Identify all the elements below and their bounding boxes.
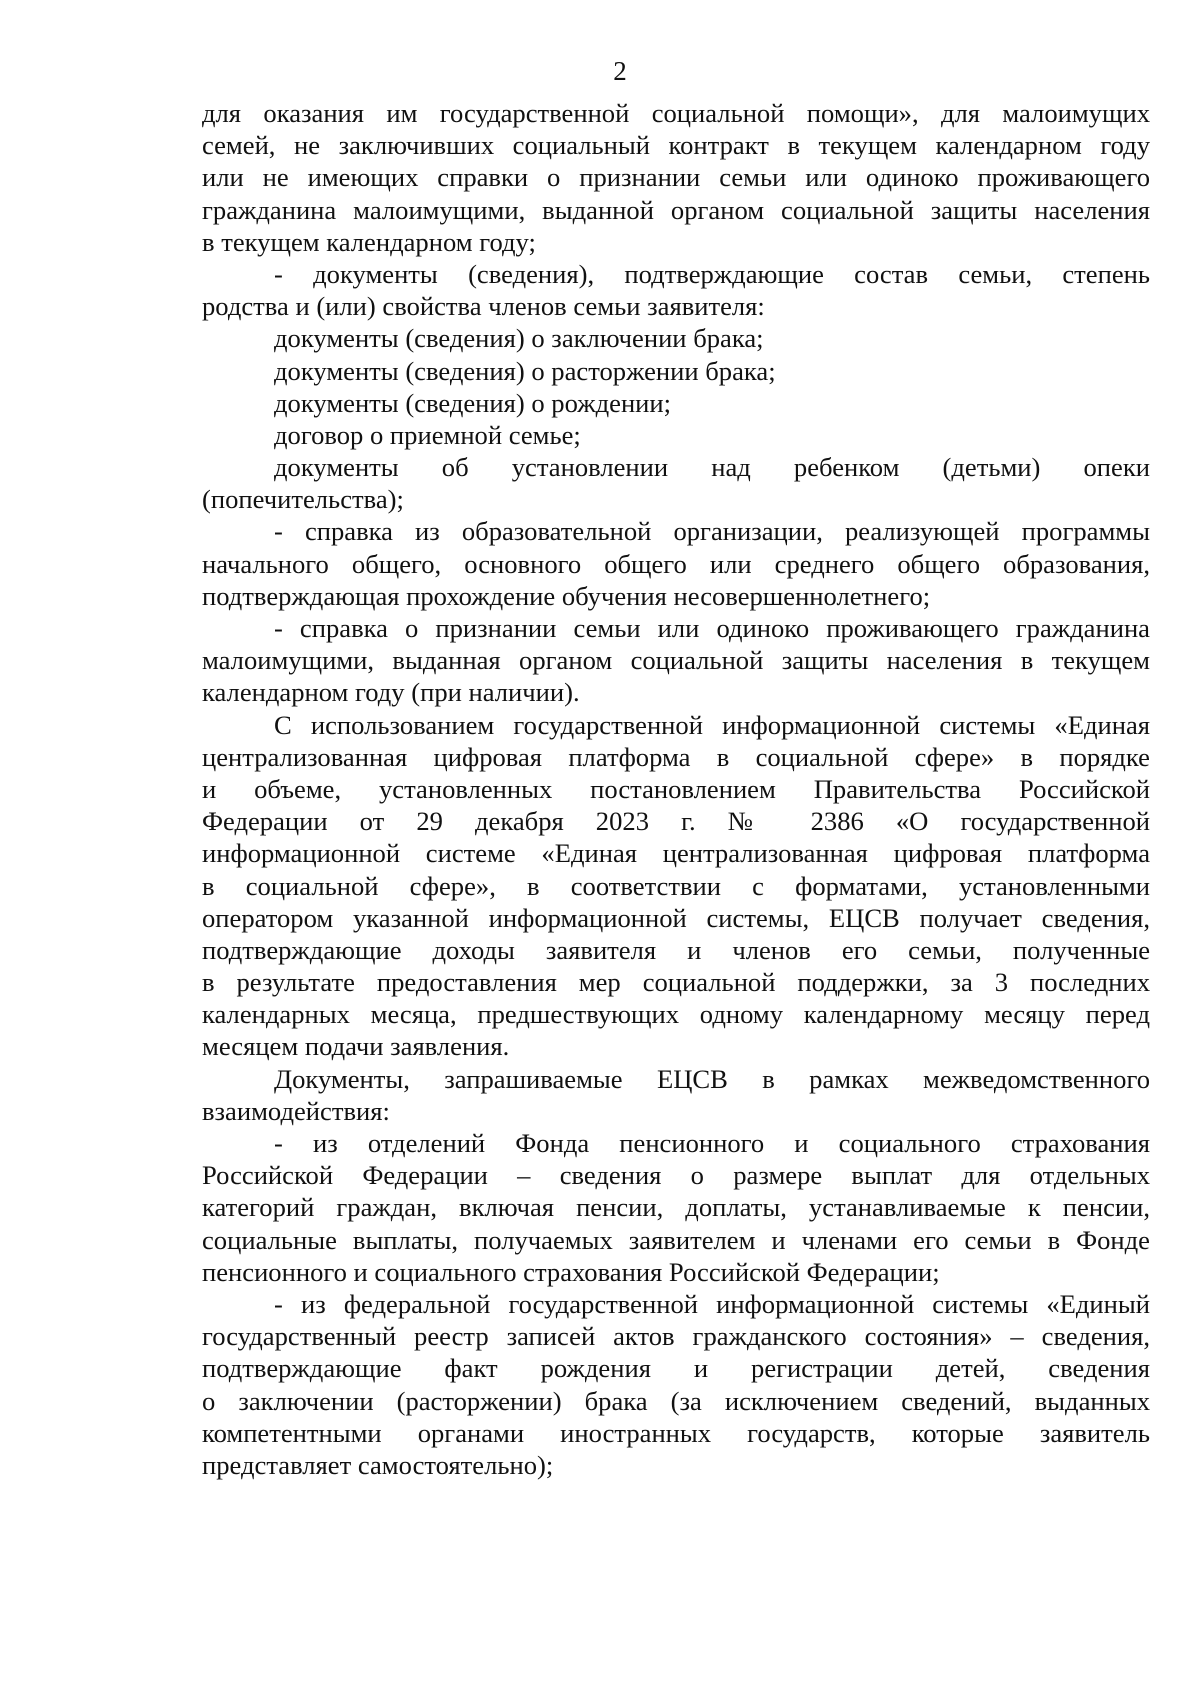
text-line: оператором указанной информационной системы, ЕЦСВ получает сведения, <box>202 902 1150 933</box>
text-line: о заключении (расторжении) брака (за исключением сведений, выданных <box>202 1385 1150 1416</box>
text-line: взаимодействия: <box>202 1095 390 1126</box>
text-line: Российской Федерации – сведения о размере выплат для отдельных <box>202 1160 1150 1191</box>
text-line: компетентными органами иностранных государств, которые заявитель <box>202 1417 1150 1448</box>
text-line: для оказания им государственной социальной помощи», для малоимущих <box>202 98 1150 128</box>
text-line: подтверждающие доходы заявителя и членов его семьи, полученные <box>202 934 1150 965</box>
text-line: начального общего, основного общего или среднего общего образования, <box>202 548 1150 579</box>
text-line: в социальной сфере», в соответствии с форматами, установленными <box>202 870 1150 901</box>
text-line: документы (сведения) о рождении; <box>274 387 672 418</box>
text-line: подтверждающие факт рождения и регистрации детей, сведения <box>202 1353 1150 1384</box>
text-line: или не имеющих справки о признании семьи или одиноко проживающего <box>202 162 1150 193</box>
text-line: гражданина малоимущими, выданной органом социальной защиты населения <box>202 194 1150 225</box>
text-line: и объеме, установленных постановлением Правительства Российской <box>202 773 1150 804</box>
text-line: семей, не заключивших социальный контракт в текущем календарном году <box>202 130 1150 161</box>
text-line: пенсионного и социального страхования Российской Федерации; <box>202 1256 940 1287</box>
text-line: месяцем подачи заявления. <box>202 1031 510 1062</box>
text-line: категорий граждан, включая пенсии, доплаты, устанавливаемые к пенсии, <box>202 1192 1150 1223</box>
text-line: договор о приемной семье; <box>274 419 581 450</box>
text-line: информационной системе «Единая централизованная цифровая платформа <box>202 838 1150 869</box>
text-line: государственный реестр записей актов гражданского состояния» – сведения, <box>202 1321 1150 1352</box>
text-line: документы (сведения) о расторжении брака; <box>274 355 776 386</box>
text-line: малоимущими, выданная органом социальной защиты населения в текущем <box>202 645 1150 676</box>
body-text <box>202 97 1150 1481</box>
text-line: - справка из образовательной организации, реализующей программы <box>274 516 1150 547</box>
text-line: - из отделений Фонда пенсионного и социального страхования <box>274 1128 1150 1158</box>
text-line: социальные выплаты, получаемых заявителем и членами его семьи в Фонде <box>202 1224 1150 1255</box>
text-line: родства и (или) свойства членов семьи заявителя: <box>202 291 765 322</box>
text-line: - из федеральной государственной информационной системы «Единый <box>274 1288 1150 1319</box>
text-line: представляет самостоятельно); <box>202 1449 554 1480</box>
text-line: календарном году (при наличии). <box>202 677 580 708</box>
text-line: в текущем календарном году; <box>202 226 536 257</box>
text-line: календарных месяца, предшествующих одному календарному месяцу перед <box>202 999 1150 1030</box>
text-line: Федерации от 29 декабря 2023 г. № 2386 «О государственной <box>202 806 1150 837</box>
text-line: подтверждающая прохождение обучения несовершеннолетнего; <box>202 580 931 611</box>
text-line: С использованием государственной информационной системы «Единая <box>274 709 1150 740</box>
text-line: - документы (сведения), подтверждающие состав семьи, степень <box>274 258 1150 289</box>
text-line: Документы, запрашиваемые ЕЦСВ в рамках межведомственного <box>274 1063 1150 1094</box>
page-number: 2 <box>613 56 627 86</box>
text-line: в результате предоставления мер социальной поддержки, за 3 последних <box>202 967 1150 998</box>
text-line: (попечительства); <box>202 484 404 515</box>
text-line: централизованная цифровая платформа в социальной сфере» в порядке <box>202 741 1150 772</box>
text-line: документы (сведения) о заключении брака; <box>274 323 764 354</box>
text-line: - справка о признании семьи или одиноко проживающего гражданина <box>274 613 1150 643</box>
text-line: документы об установлении над ребенком (детьми) опеки <box>274 452 1150 483</box>
